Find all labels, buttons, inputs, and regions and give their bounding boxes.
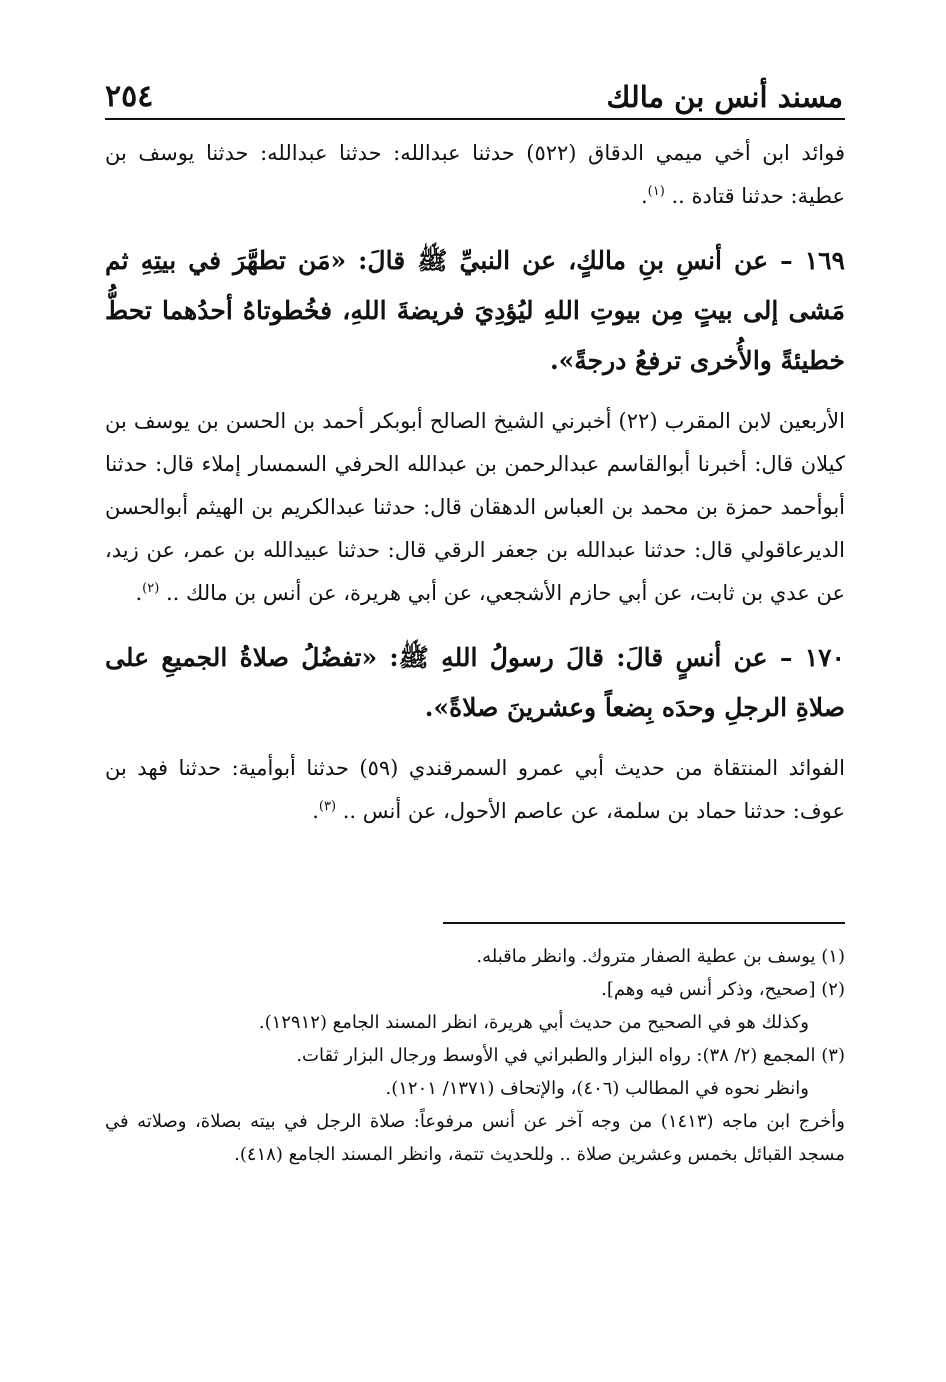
footnote-3: (٣) المجمع (٢/ ٣٨): رواه البزار والطبراني في الأوسط ورجال البزار ثقات.	[296, 1045, 845, 1066]
footnote-marker: (٢)	[142, 581, 160, 596]
footnote-2-continuation: وكذلك هو في الصحيح من حديث أبي هريرة، انظر المسند الجامع (١٢٩١٢).	[258, 1012, 809, 1033]
source-paragraph: الأربعين لابن المقرب (٢٢) أخبرني الشيخ الصالح أبوبكر أحمد بن الحسن بن يوسف بن كيلان قال: أخبرنا أبوالقاسم عبدالرحمن بن عبدالله الحرفي السمسار إملاء قال: حدثنا أبوأحمد حمزة بن محمد بن العباس الدهقان قال: حدثنا عبدالكريم بن الهيثم أبوالحسن الديرعاقولي قال: حدثنا عبدالله بن جعفر الرقي قال: حدثنا عبيدالله بن عمر، عن زيد، عن عدي بن ثابت، عن أبي حازم الأشجعي، عن أبي هريرة، عن أنس بن مالك .. $^{(٢)}$.	[105, 409, 845, 605]
hadith-170: ١٧٠ – عن أنسٍ قالَ: قالَ رسولُ اللهِ ﷺ: «تفضُلُ صلاةُ الجميعِ على صلاةِ الرجلِ وحدَه بِضعاً وعشرينَ صلاةً».	[105, 643, 845, 722]
footnote-marker: (١)	[647, 184, 665, 199]
source-text: الأربعين لابن المقرب (٢٢) أخبرني الشيخ الصالح أبوبكر أحمد بن الحسن بن يوسف بن كيلان قال: أخبرنا أبوالقاسم عبدالرحمن بن عبدالله الحرفي السمسار إملاء قال: حدثنا أبوأحمد حمزة بن محمد بن العباس الدهقان قال: حدثنا عبدالكريم بن الهيثم أبوالحسن الديرعاقولي قال: حدثنا عبدالله بن جعفر الرقي قال: حدثنا عبيدالله بن عمر، عن زيد، عن عدي بن ثابت، عن أبي حازم الأشجعي، عن أبي هريرة، عن أنس بن مالك ..	[105, 409, 845, 605]
source-text: فوائد ابن أخي ميمي الدقاق (٥٢٢) حدثنا عبدالله: حدثنا عبدالله: حدثنا يوسف بن عطية: حدثنا قتادة ..	[105, 141, 846, 208]
footnote-marker: (٣)	[318, 799, 337, 814]
source-text: الفوائد المنتقاة من حديث أبي عمرو السمرقندي (٥٩) حدثنا أبوأمية: حدثنا فهد بن عوف: حدثنا حماد بن سلمة، عن عاصم الأحول، عن أنس ..	[105, 756, 845, 823]
main-text	[105, 132, 845, 851]
source-paragraph: الفوائد المنتقاة من حديث أبي عمرو السمرقندي (٥٩) حدثنا أبوأمية: حدثنا فهد بن عوف: حدثنا حماد بن سلمة، عن عاصم الأحول، عن أنس .. $^{(٣)}$.	[105, 756, 845, 823]
footnote-2: (٢) [صحيح، وذكر أنس فيه وهم].	[601, 979, 845, 1000]
footnote-1: (١) يوسف بن عطية الصفار متروك. وانظر ماقبله.	[476, 946, 845, 967]
footnote-divider	[443, 922, 845, 924]
page-number: ٢٥٤	[105, 79, 154, 114]
header-divider	[105, 118, 845, 120]
footnotes	[105, 940, 845, 1171]
footnote-3-continuation: وانظر نحوه في المطالب (٤٠٦)، والإتحاف (١٣٧١/ ١٢٠١).	[385, 1078, 809, 1099]
running-title: مسند أنس بن مالك	[606, 80, 843, 114]
page-header	[105, 62, 843, 112]
hadith-169: ١٦٩ – عن أنسِ بنِ مالكٍ، عن النبيِّ ﷺ قالَ: «مَن تطهَّرَ في بيتِهِ ثم مَشى إلى بيتٍ مِن بيوتِ اللهِ ليُؤدِيَ فريضةَ اللهِ، فخُطوتاهُ أحدُهما تحطُّ خطيئةً والأُخرى ترفعُ درجةً».	[105, 246, 845, 375]
source-paragraph: فوائد ابن أخي ميمي الدقاق (٥٢٢) حدثنا عبدالله: حدثنا عبدالله: حدثنا يوسف بن عطية: حدثنا قتادة .. $^{(١)}$.	[105, 141, 846, 208]
footnote-3-continuation: وأخرج ابن ماجه (١٤١٣) من وجه آخر عن أنس مرفوعاً: صلاة الرجل في بيته بصلاة، وصلاته في مسجد القبائل بخمس وعشرين صلاة .. وللحديث تتمة، وانظر المسند الجامع (٤١٨).	[105, 1111, 845, 1165]
